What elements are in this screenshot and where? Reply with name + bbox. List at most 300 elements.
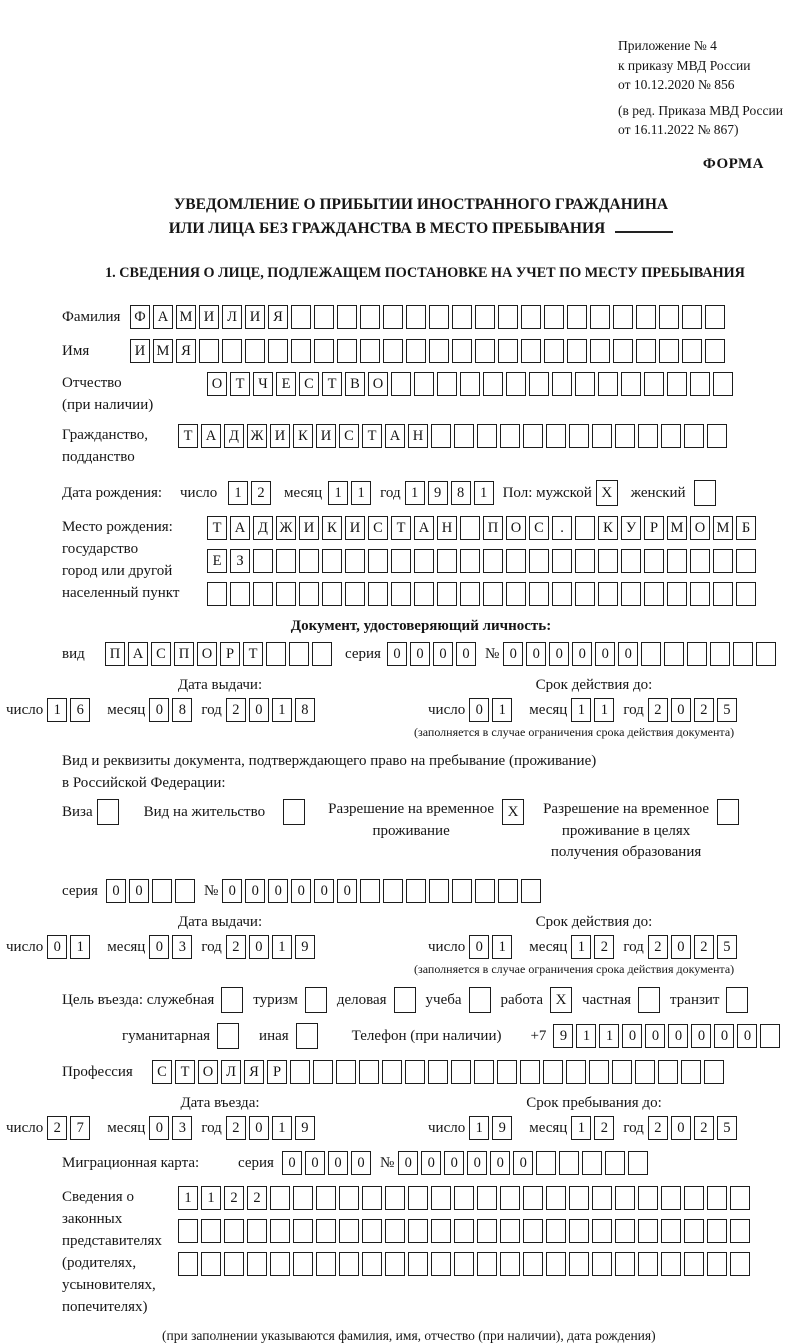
- char-box[interactable]: 1: [492, 935, 512, 959]
- char-box[interactable]: [498, 879, 518, 903]
- char-box[interactable]: 1: [594, 698, 614, 722]
- char-box[interactable]: [687, 642, 707, 666]
- char-box[interactable]: [207, 582, 227, 606]
- char-box[interactable]: [475, 339, 495, 363]
- char-box[interactable]: [270, 1186, 290, 1210]
- char-box[interactable]: [641, 642, 661, 666]
- char-box[interactable]: Н: [408, 424, 428, 448]
- char-box[interactable]: Т: [362, 424, 382, 448]
- char-box[interactable]: [690, 372, 710, 396]
- char-box[interactable]: [247, 1252, 267, 1276]
- char-box[interactable]: [382, 1060, 402, 1084]
- char-box[interactable]: 7: [70, 1116, 90, 1140]
- char-box[interactable]: [615, 424, 635, 448]
- char-box[interactable]: [222, 339, 242, 363]
- char-box[interactable]: [475, 305, 495, 329]
- char-box[interactable]: [500, 1219, 520, 1243]
- char-box[interactable]: 0: [469, 935, 489, 959]
- char-box[interactable]: 0: [618, 642, 638, 666]
- char-box[interactable]: [293, 1219, 313, 1243]
- char-box[interactable]: 9: [295, 935, 315, 959]
- char-box[interactable]: 2: [648, 1116, 668, 1140]
- char-box[interactable]: [546, 1252, 566, 1276]
- char-box[interactable]: [598, 372, 618, 396]
- char-box[interactable]: 1: [328, 481, 348, 505]
- char-box[interactable]: П: [105, 642, 125, 666]
- char-box[interactable]: [661, 1186, 681, 1210]
- char-box[interactable]: [582, 1151, 602, 1175]
- id-valid-year-input[interactable]: [648, 698, 740, 722]
- citizenship-input[interactable]: [178, 424, 730, 448]
- purpose-tourism-checkbox[interactable]: [305, 987, 330, 1013]
- char-box[interactable]: [362, 1252, 382, 1276]
- char-box[interactable]: [621, 582, 641, 606]
- char-box[interactable]: [245, 339, 265, 363]
- char-box[interactable]: [756, 642, 776, 666]
- char-box[interactable]: [667, 549, 687, 573]
- char-box[interactable]: [529, 582, 549, 606]
- char-box[interactable]: [523, 1219, 543, 1243]
- char-box[interactable]: [684, 1252, 704, 1276]
- char-box[interactable]: А: [153, 305, 173, 329]
- char-box[interactable]: [452, 879, 472, 903]
- char-box[interactable]: [477, 1186, 497, 1210]
- char-box[interactable]: 2: [224, 1186, 244, 1210]
- birth-place-input-row3[interactable]: [207, 582, 759, 606]
- char-box[interactable]: 0: [129, 879, 149, 903]
- char-box[interactable]: 2: [648, 698, 668, 722]
- char-box[interactable]: Т: [178, 424, 198, 448]
- char-box[interactable]: [612, 1060, 632, 1084]
- char-box[interactable]: [474, 1060, 494, 1084]
- char-box[interactable]: [299, 582, 319, 606]
- char-box[interactable]: Я: [268, 305, 288, 329]
- char-box[interactable]: [253, 582, 273, 606]
- char-box[interactable]: 1: [272, 698, 292, 722]
- char-box[interactable]: Д: [253, 516, 273, 540]
- char-box[interactable]: 0: [149, 1116, 169, 1140]
- char-box[interactable]: [314, 305, 334, 329]
- char-box[interactable]: [268, 339, 288, 363]
- char-box[interactable]: 0: [305, 1151, 325, 1175]
- char-box[interactable]: 0: [410, 642, 430, 666]
- char-box[interactable]: [707, 1252, 727, 1276]
- char-box[interactable]: [546, 424, 566, 448]
- char-box[interactable]: 2: [226, 1116, 246, 1140]
- char-box[interactable]: 2: [694, 935, 714, 959]
- char-box[interactable]: Т: [207, 516, 227, 540]
- char-box[interactable]: [437, 372, 457, 396]
- char-box[interactable]: [201, 1219, 221, 1243]
- char-box[interactable]: [497, 1060, 517, 1084]
- char-box[interactable]: [408, 1219, 428, 1243]
- char-box[interactable]: [368, 582, 388, 606]
- char-box[interactable]: С: [151, 642, 171, 666]
- stay-year-input[interactable]: [648, 1116, 740, 1140]
- profession-input[interactable]: [152, 1060, 727, 1084]
- char-box[interactable]: Я: [176, 339, 196, 363]
- char-box[interactable]: 0: [398, 1151, 418, 1175]
- migration-number-input[interactable]: [398, 1151, 651, 1175]
- char-box[interactable]: 0: [456, 642, 476, 666]
- char-box[interactable]: [546, 1186, 566, 1210]
- char-box[interactable]: 0: [149, 698, 169, 722]
- guardians-input-row2[interactable]: [178, 1219, 753, 1243]
- char-box[interactable]: [529, 549, 549, 573]
- char-box[interactable]: [567, 339, 587, 363]
- char-box[interactable]: А: [230, 516, 250, 540]
- char-box[interactable]: [283, 799, 305, 825]
- char-box[interactable]: [592, 424, 612, 448]
- char-box[interactable]: О: [368, 372, 388, 396]
- char-box[interactable]: 1: [571, 935, 591, 959]
- char-box[interactable]: С: [339, 424, 359, 448]
- char-box[interactable]: [628, 1151, 648, 1175]
- char-box[interactable]: И: [245, 305, 265, 329]
- purpose-humanitarian-checkbox[interactable]: [217, 1023, 242, 1049]
- char-box[interactable]: [590, 339, 610, 363]
- given-name-input[interactable]: [130, 339, 728, 363]
- char-box[interactable]: [569, 1186, 589, 1210]
- char-box[interactable]: [707, 424, 727, 448]
- char-box[interactable]: И: [130, 339, 150, 363]
- char-box[interactable]: 9: [553, 1024, 573, 1048]
- char-box[interactable]: 2: [226, 935, 246, 959]
- char-box[interactable]: [704, 1060, 724, 1084]
- char-box[interactable]: [454, 1252, 474, 1276]
- char-box[interactable]: А: [414, 516, 434, 540]
- char-box[interactable]: [661, 1252, 681, 1276]
- char-box[interactable]: 1: [228, 481, 248, 505]
- char-box[interactable]: 2: [594, 1116, 614, 1140]
- char-box[interactable]: [506, 372, 526, 396]
- char-box[interactable]: [713, 582, 733, 606]
- char-box[interactable]: [717, 799, 739, 825]
- char-box[interactable]: [523, 424, 543, 448]
- char-box[interactable]: Е: [207, 549, 227, 573]
- residence-permit-checkbox[interactable]: [283, 799, 308, 825]
- char-box[interactable]: О: [506, 516, 526, 540]
- char-box[interactable]: [201, 1252, 221, 1276]
- char-box[interactable]: [659, 305, 679, 329]
- char-box[interactable]: [667, 372, 687, 396]
- char-box[interactable]: [97, 799, 119, 825]
- char-box[interactable]: [506, 582, 526, 606]
- char-box[interactable]: [760, 1024, 780, 1048]
- char-box[interactable]: К: [598, 516, 618, 540]
- char-box[interactable]: [690, 549, 710, 573]
- char-box[interactable]: Ч: [253, 372, 273, 396]
- char-box[interactable]: [299, 549, 319, 573]
- char-box[interactable]: [621, 372, 641, 396]
- char-box[interactable]: [217, 1023, 239, 1049]
- char-box[interactable]: 5: [717, 1116, 737, 1140]
- char-box[interactable]: [337, 339, 357, 363]
- char-box[interactable]: [431, 1219, 451, 1243]
- char-box[interactable]: [224, 1219, 244, 1243]
- char-box[interactable]: [552, 372, 572, 396]
- char-box[interactable]: [477, 1252, 497, 1276]
- char-box[interactable]: [613, 305, 633, 329]
- char-box[interactable]: 0: [433, 642, 453, 666]
- char-box[interactable]: 3: [172, 935, 192, 959]
- char-box[interactable]: [313, 1060, 333, 1084]
- id-valid-month-input[interactable]: [571, 698, 617, 722]
- char-box[interactable]: 2: [247, 1186, 267, 1210]
- char-box[interactable]: [598, 549, 618, 573]
- char-box[interactable]: [707, 1186, 727, 1210]
- char-box[interactable]: [291, 305, 311, 329]
- char-box[interactable]: [305, 987, 327, 1013]
- char-box[interactable]: [152, 879, 172, 903]
- char-box[interactable]: 1: [47, 698, 67, 722]
- char-box[interactable]: 0: [249, 698, 269, 722]
- char-box[interactable]: [178, 1219, 198, 1243]
- char-box[interactable]: [293, 1186, 313, 1210]
- char-box[interactable]: А: [128, 642, 148, 666]
- char-box[interactable]: [694, 480, 716, 506]
- char-box[interactable]: [661, 1219, 681, 1243]
- char-box[interactable]: 0: [513, 1151, 533, 1175]
- char-box[interactable]: 1: [272, 935, 292, 959]
- char-box[interactable]: [391, 582, 411, 606]
- char-box[interactable]: [713, 549, 733, 573]
- char-box[interactable]: [385, 1252, 405, 1276]
- char-box[interactable]: [437, 549, 457, 573]
- char-box[interactable]: [266, 642, 286, 666]
- char-box[interactable]: [592, 1186, 612, 1210]
- char-box[interactable]: [615, 1186, 635, 1210]
- char-box[interactable]: 0: [503, 642, 523, 666]
- char-box[interactable]: 2: [694, 698, 714, 722]
- char-box[interactable]: И: [199, 305, 219, 329]
- char-box[interactable]: X: [550, 987, 572, 1013]
- char-box[interactable]: X: [596, 480, 618, 506]
- char-box[interactable]: [296, 1023, 318, 1049]
- char-box[interactable]: [221, 987, 243, 1013]
- char-box[interactable]: 0: [222, 879, 242, 903]
- char-box[interactable]: [316, 1186, 336, 1210]
- char-box[interactable]: [546, 1219, 566, 1243]
- char-box[interactable]: [575, 582, 595, 606]
- char-box[interactable]: С: [368, 516, 388, 540]
- char-box[interactable]: К: [322, 516, 342, 540]
- char-box[interactable]: 0: [490, 1151, 510, 1175]
- char-box[interactable]: [569, 424, 589, 448]
- birth-day-input[interactable]: [228, 481, 274, 505]
- char-box[interactable]: 0: [671, 698, 691, 722]
- char-box[interactable]: 0: [47, 935, 67, 959]
- char-box[interactable]: [520, 1060, 540, 1084]
- id-number-input[interactable]: [503, 642, 779, 666]
- char-box[interactable]: В: [345, 372, 365, 396]
- char-box[interactable]: [276, 582, 296, 606]
- purpose-business-checkbox[interactable]: [394, 987, 419, 1013]
- char-box[interactable]: [598, 582, 618, 606]
- birth-place-input-row1[interactable]: [207, 516, 759, 540]
- char-box[interactable]: 0: [668, 1024, 688, 1048]
- char-box[interactable]: 0: [314, 879, 334, 903]
- char-box[interactable]: [523, 1186, 543, 1210]
- char-box[interactable]: [523, 1252, 543, 1276]
- char-box[interactable]: [454, 424, 474, 448]
- char-box[interactable]: [314, 339, 334, 363]
- char-box[interactable]: 1: [272, 1116, 292, 1140]
- char-box[interactable]: Р: [644, 516, 664, 540]
- char-box[interactable]: [710, 642, 730, 666]
- char-box[interactable]: [406, 305, 426, 329]
- char-box[interactable]: [414, 372, 434, 396]
- temp-residence-checkbox[interactable]: [502, 799, 527, 825]
- entry-year-input[interactable]: [226, 1116, 318, 1140]
- char-box[interactable]: 0: [387, 642, 407, 666]
- res-valid-month-input[interactable]: [571, 935, 617, 959]
- char-box[interactable]: [460, 372, 480, 396]
- char-box[interactable]: [569, 1219, 589, 1243]
- temp-residence-edu-checkbox[interactable]: [717, 799, 742, 825]
- char-box[interactable]: [483, 549, 503, 573]
- char-box[interactable]: [429, 339, 449, 363]
- char-box[interactable]: [408, 1186, 428, 1210]
- char-box[interactable]: [552, 549, 572, 573]
- char-box[interactable]: [605, 1151, 625, 1175]
- char-box[interactable]: Р: [220, 642, 240, 666]
- char-box[interactable]: [613, 339, 633, 363]
- char-box[interactable]: Д: [224, 424, 244, 448]
- char-box[interactable]: 0: [291, 879, 311, 903]
- char-box[interactable]: 0: [249, 1116, 269, 1140]
- char-box[interactable]: [175, 879, 195, 903]
- char-box[interactable]: 1: [599, 1024, 619, 1048]
- char-box[interactable]: [428, 1060, 448, 1084]
- char-box[interactable]: [733, 642, 753, 666]
- char-box[interactable]: [405, 1060, 425, 1084]
- char-box[interactable]: 0: [351, 1151, 371, 1175]
- char-box[interactable]: [460, 582, 480, 606]
- char-box[interactable]: [322, 582, 342, 606]
- char-box[interactable]: [362, 1219, 382, 1243]
- char-box[interactable]: И: [345, 516, 365, 540]
- char-box[interactable]: [500, 424, 520, 448]
- char-box[interactable]: [667, 582, 687, 606]
- char-box[interactable]: [544, 305, 564, 329]
- char-box[interactable]: 0: [671, 935, 691, 959]
- migration-series-input[interactable]: [282, 1151, 374, 1175]
- char-box[interactable]: [460, 516, 480, 540]
- char-box[interactable]: П: [483, 516, 503, 540]
- char-box[interactable]: [383, 305, 403, 329]
- char-box[interactable]: С: [299, 372, 319, 396]
- char-box[interactable]: [498, 339, 518, 363]
- char-box[interactable]: Я: [244, 1060, 264, 1084]
- res-series-input[interactable]: [106, 879, 198, 903]
- char-box[interactable]: [270, 1219, 290, 1243]
- doc-type-input[interactable]: [105, 642, 335, 666]
- char-box[interactable]: [615, 1219, 635, 1243]
- char-box[interactable]: [291, 339, 311, 363]
- char-box[interactable]: [635, 1060, 655, 1084]
- char-box[interactable]: О: [207, 372, 227, 396]
- char-box[interactable]: [460, 549, 480, 573]
- char-box[interactable]: У: [621, 516, 641, 540]
- purpose-work-checkbox[interactable]: [550, 987, 575, 1013]
- guardians-input-row3[interactable]: [178, 1252, 753, 1276]
- char-box[interactable]: [406, 879, 426, 903]
- char-box[interactable]: 0: [714, 1024, 734, 1048]
- char-box[interactable]: [360, 305, 380, 329]
- purpose-study-checkbox[interactable]: [469, 987, 494, 1013]
- char-box[interactable]: О: [198, 1060, 218, 1084]
- char-box[interactable]: М: [667, 516, 687, 540]
- char-box[interactable]: 0: [245, 879, 265, 903]
- char-box[interactable]: Ж: [247, 424, 267, 448]
- char-box[interactable]: 5: [717, 935, 737, 959]
- char-box[interactable]: С: [152, 1060, 172, 1084]
- purpose-private-checkbox[interactable]: [638, 987, 663, 1013]
- char-box[interactable]: 0: [268, 879, 288, 903]
- char-box[interactable]: 2: [47, 1116, 67, 1140]
- char-box[interactable]: Т: [322, 372, 342, 396]
- char-box[interactable]: 2: [694, 1116, 714, 1140]
- char-box[interactable]: [270, 1252, 290, 1276]
- char-box[interactable]: [544, 339, 564, 363]
- char-box[interactable]: 0: [645, 1024, 665, 1048]
- char-box[interactable]: [359, 1060, 379, 1084]
- char-box[interactable]: [615, 1252, 635, 1276]
- char-box[interactable]: 0: [737, 1024, 757, 1048]
- char-box[interactable]: М: [153, 339, 173, 363]
- char-box[interactable]: М: [713, 516, 733, 540]
- char-box[interactable]: И: [299, 516, 319, 540]
- char-box[interactable]: М: [176, 305, 196, 329]
- char-box[interactable]: [684, 1219, 704, 1243]
- char-box[interactable]: 9: [492, 1116, 512, 1140]
- char-box[interactable]: Т: [243, 642, 263, 666]
- char-box[interactable]: [730, 1219, 750, 1243]
- char-box[interactable]: [500, 1186, 520, 1210]
- purpose-other-checkbox[interactable]: [296, 1023, 321, 1049]
- char-box[interactable]: [477, 1219, 497, 1243]
- purpose-transit-checkbox[interactable]: [726, 987, 751, 1013]
- char-box[interactable]: 8: [451, 481, 471, 505]
- char-box[interactable]: 1: [576, 1024, 596, 1048]
- char-box[interactable]: [592, 1252, 612, 1276]
- char-box[interactable]: [589, 1060, 609, 1084]
- res-valid-day-input[interactable]: [469, 935, 515, 959]
- char-box[interactable]: З: [230, 549, 250, 573]
- char-box[interactable]: [339, 1186, 359, 1210]
- purpose-official-checkbox[interactable]: [221, 987, 246, 1013]
- char-box[interactable]: 0: [421, 1151, 441, 1175]
- char-box[interactable]: [394, 987, 416, 1013]
- char-box[interactable]: [636, 305, 656, 329]
- char-box[interactable]: [345, 549, 365, 573]
- char-box[interactable]: 1: [469, 1116, 489, 1140]
- char-box[interactable]: [506, 549, 526, 573]
- res-issue-month-input[interactable]: [149, 935, 195, 959]
- char-box[interactable]: Л: [222, 305, 242, 329]
- char-box[interactable]: О: [690, 516, 710, 540]
- birth-month-input[interactable]: [328, 481, 374, 505]
- char-box[interactable]: [477, 424, 497, 448]
- char-box[interactable]: [636, 339, 656, 363]
- char-box[interactable]: [713, 372, 733, 396]
- char-box[interactable]: [690, 582, 710, 606]
- char-box[interactable]: 1: [405, 481, 425, 505]
- char-box[interactable]: [383, 879, 403, 903]
- char-box[interactable]: [414, 549, 434, 573]
- char-box[interactable]: [707, 1219, 727, 1243]
